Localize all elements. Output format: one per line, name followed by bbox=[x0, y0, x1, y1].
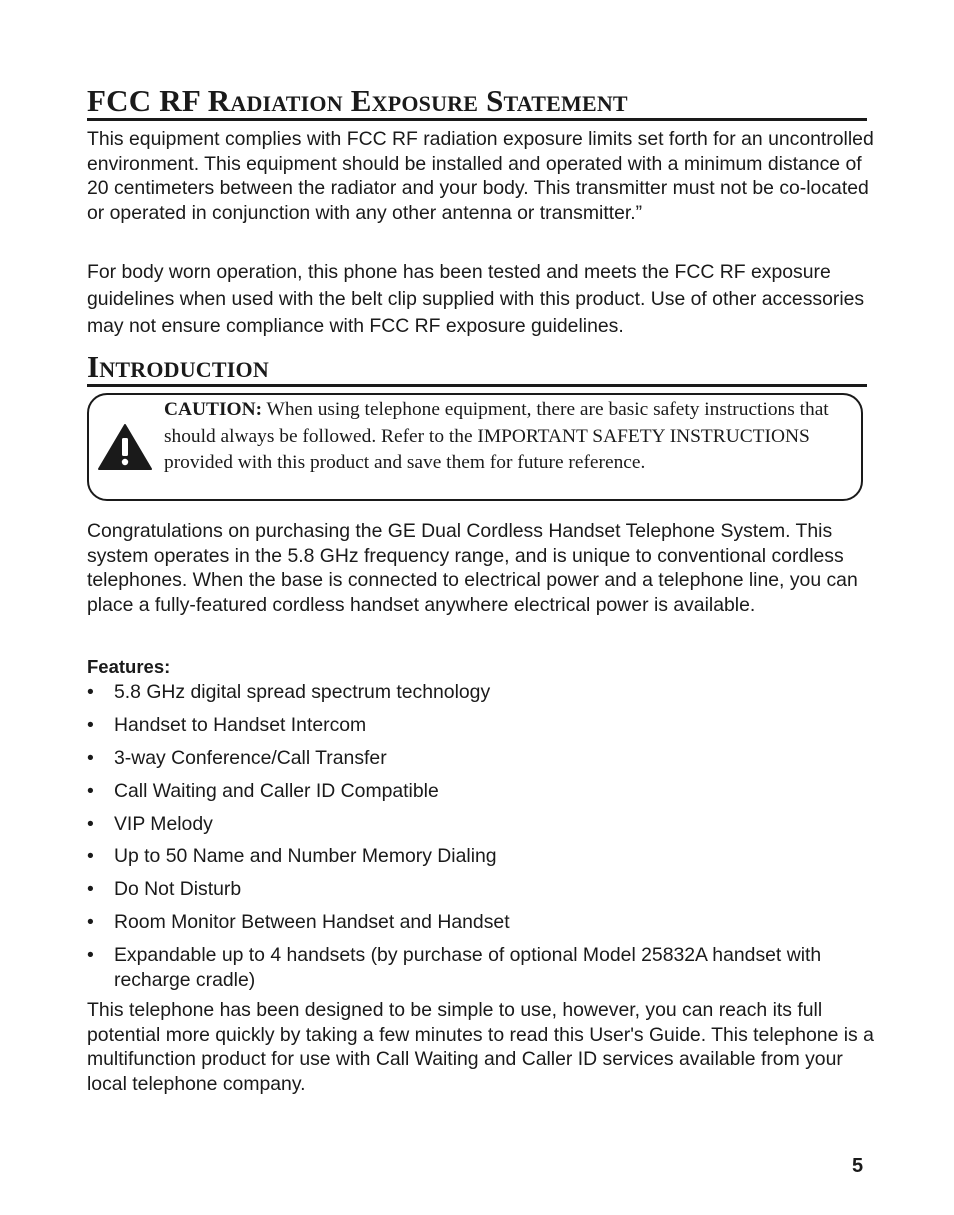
list-item: • Do Not Disturb bbox=[87, 877, 877, 902]
introduction-heading: Introduction bbox=[87, 352, 867, 387]
caution-label: CAUTION: bbox=[164, 399, 263, 420]
list-item: • VIP Melody bbox=[87, 812, 877, 837]
list-item: • 3-way Conference/Call Transfer bbox=[87, 746, 877, 771]
list-item: • Room Monitor Between Handset and Handset bbox=[87, 910, 877, 935]
fcc-paragraph-2: For body worn operation, this phone has been tested and meets the FCC RF exposure guidelines when used with the belt clip supplied with this product. Use of other accessories may not ensure compliance with FCC RF exposure guidelines. bbox=[87, 261, 865, 337]
features-label: Features: bbox=[87, 656, 171, 677]
closing-paragraph: This telephone has been designed to be simple to use, however, you can reach its full potential more quickly by taking a few minutes to read this User's Guide. This telephone is a multifunction product for use with Call Waiting and Caller ID services available from your local telephone company. bbox=[87, 999, 874, 1095]
intro-paragraph: Congratulations on purchasing the GE Dual Cordless Handset Telephone System. This system operates in the 5.8 GHz frequency range, and is unique to conventional cordless telephones. When the base is connected to electrical power and a telephone line, you can place a fully-featured cordless handset anywhere electrical power is available. bbox=[87, 520, 858, 616]
list-item: • Handset to Handset Intercom bbox=[87, 713, 877, 738]
caution-box bbox=[87, 393, 863, 501]
fcc-paragraph-1: This equipment complies with FCC RF radiation exposure limits set forth for an uncontrolled environment. This equipment should be installed and operated with a minimum distance of 20 centimeters between the radiator and your body. This transmitter must not be co-located or operated in conjunction with any other antenna or transmitter.” bbox=[87, 128, 874, 224]
warning-triangle-icon bbox=[97, 423, 153, 471]
list-item: • Up to 50 Name and Number Memory Dialing bbox=[87, 844, 877, 869]
features-list bbox=[87, 680, 877, 1001]
caution-text bbox=[164, 397, 854, 477]
list-item: • Expandable up to 4 handsets (by purchase of optional Model 25832A handset with recharge cradle) bbox=[87, 943, 877, 992]
fcc-section-heading: FCC RF Radiation Exposure Statement bbox=[87, 86, 867, 121]
list-item: • Call Waiting and Caller ID Compatible bbox=[87, 779, 877, 804]
list-item: • 5.8 GHz digital spread spectrum technology bbox=[87, 680, 877, 705]
caution-body: When using telephone equipment, there are basic safety instructions that should always be followed. Refer to the IMPORTANT SAFETY INSTRUCTIONS provided with this product and save them for future reference. bbox=[164, 399, 829, 473]
page-number: 5 bbox=[852, 1155, 864, 1177]
